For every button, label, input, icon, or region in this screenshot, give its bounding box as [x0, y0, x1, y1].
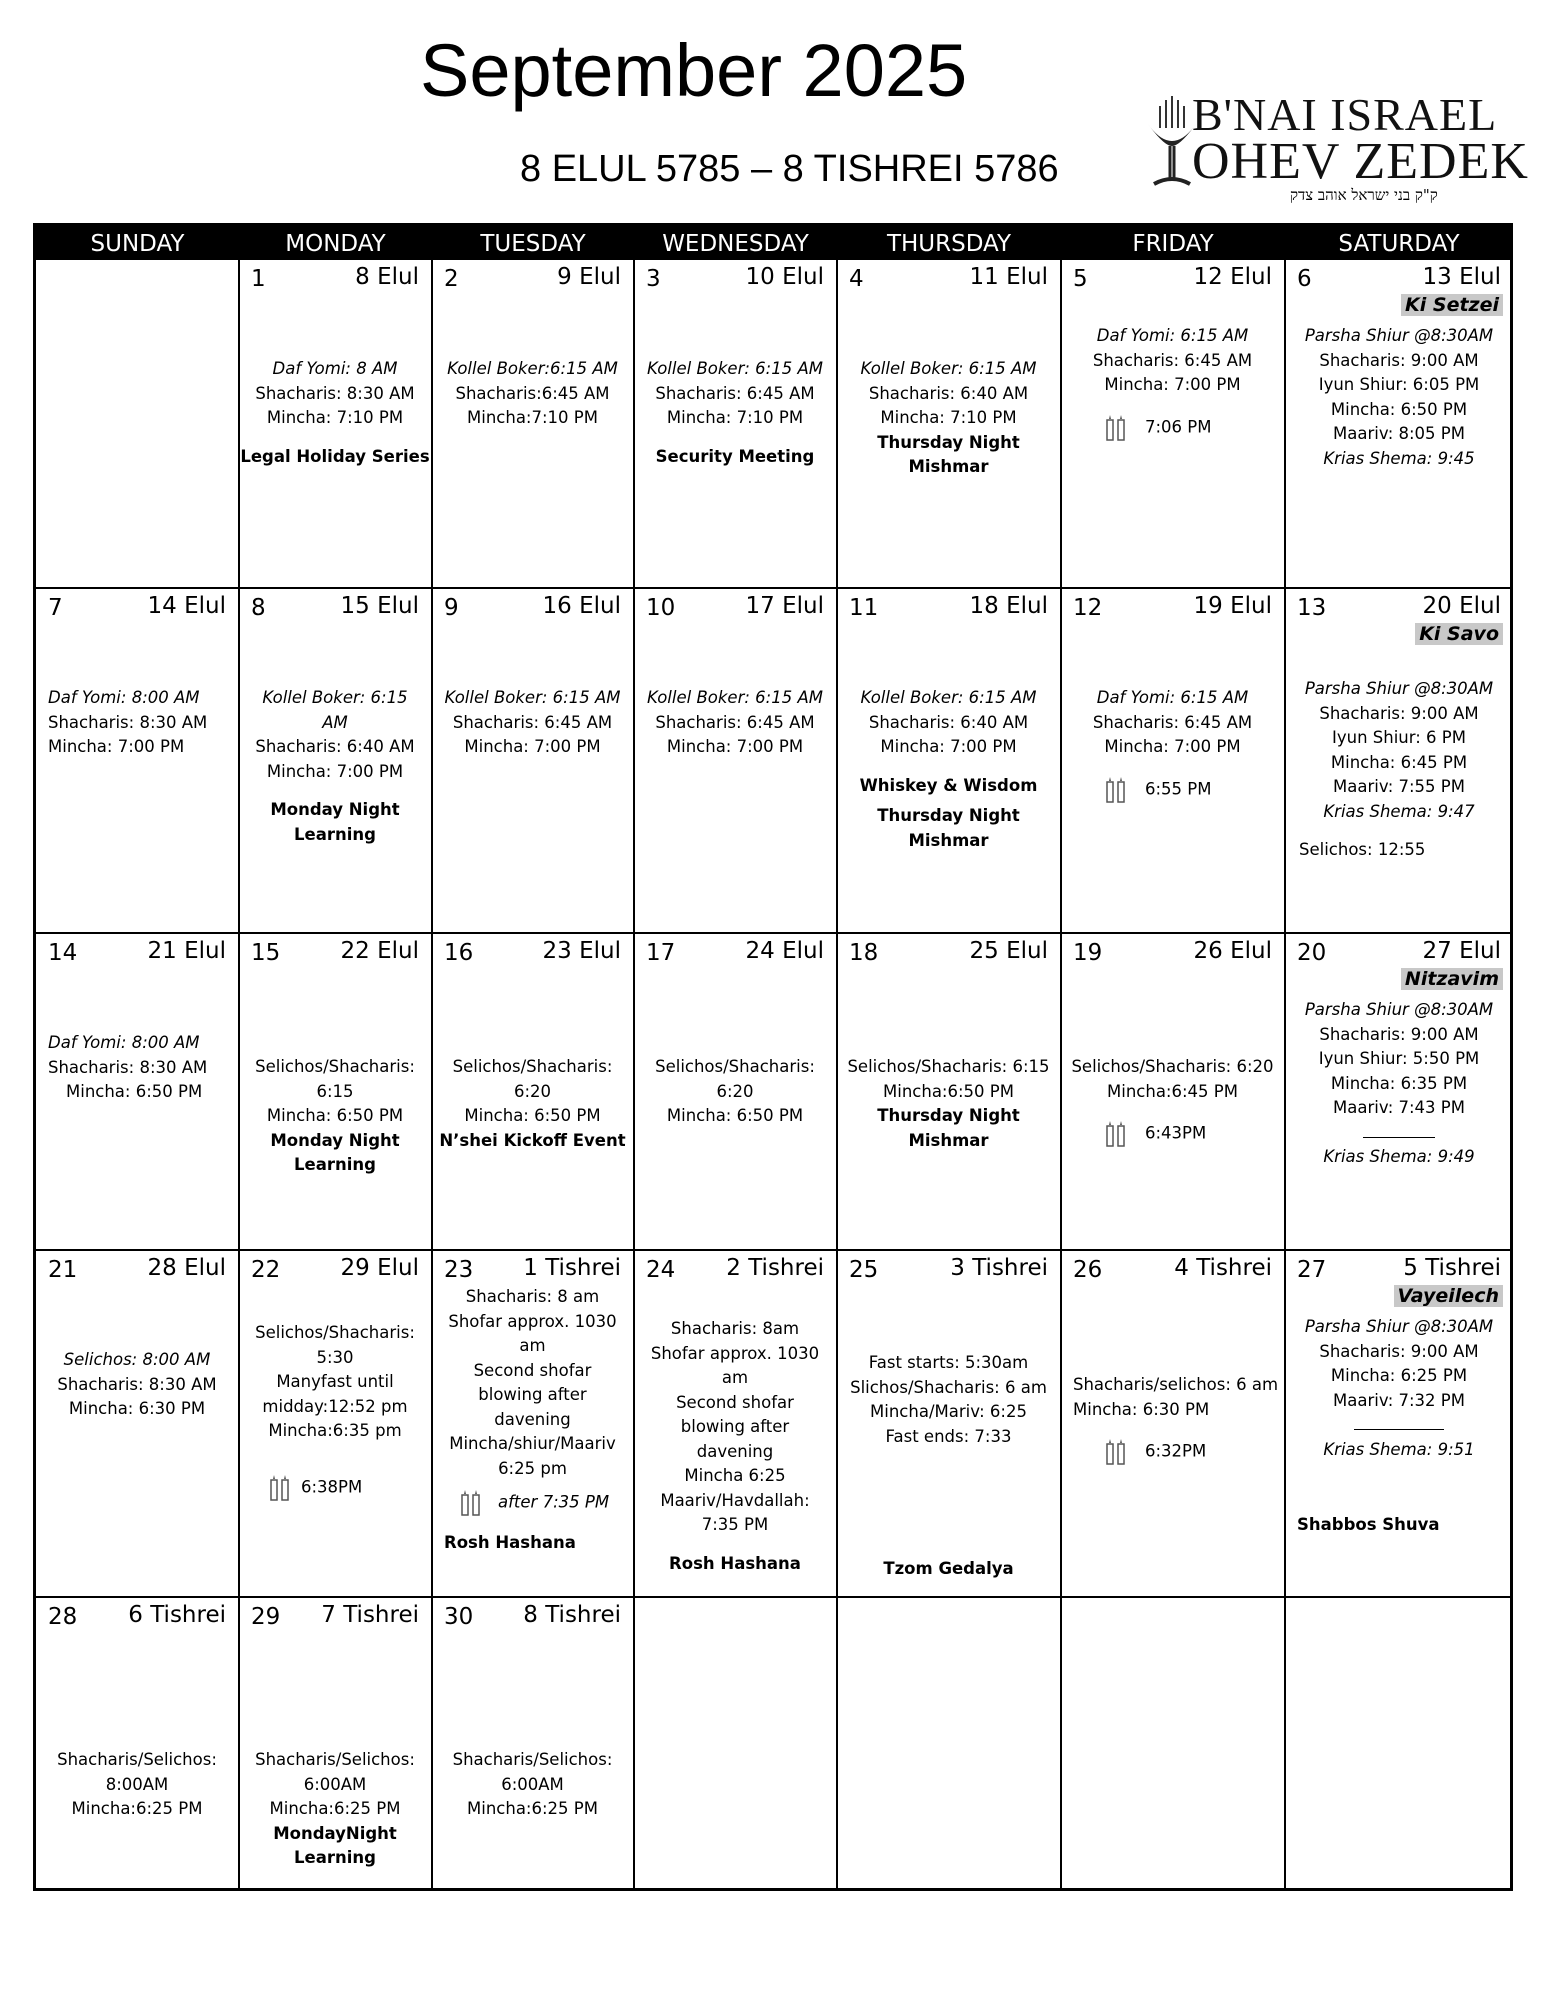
hebrew-date-range: 8 ELUL 5785 – 8 TISHREI 5786 — [520, 148, 1059, 190]
schedule-line: Krias Shema: 9:47 — [1323, 801, 1475, 821]
schedule-line: Parsha Shiur @8:30AM — [1304, 679, 1494, 698]
schedule-line: 7:35 PM — [701, 1515, 769, 1534]
day-number: 4 — [849, 266, 864, 292]
calendar-day-27 — [1285, 1251, 1513, 1596]
schedule-line: Kollel Boker: 6:15 AM — [444, 688, 621, 707]
calendar-day-11 — [837, 589, 1060, 932]
hebrew-date: 24 Elul — [745, 938, 824, 964]
hebrew-date: 25 Elul — [969, 938, 1048, 964]
schedule-line: Maariv: 7:43 PM — [1333, 1098, 1465, 1117]
calendar-day-17 — [634, 934, 836, 1249]
schedule-line: Selichos/Shacharis: — [255, 1057, 415, 1076]
weekday-tuesday: TUESDAY — [480, 231, 586, 257]
day-number: 5 — [1073, 266, 1088, 292]
synagogue-logo — [1140, 80, 1529, 204]
schedule-line: davening — [494, 1409, 571, 1429]
schedule-line: Fast starts: 5:30am — [868, 1353, 1029, 1372]
schedule-line: Mincha: 6:25 PM — [1330, 1366, 1468, 1385]
schedule-line: Maariv: 7:32 PM — [1333, 1390, 1465, 1410]
schedule-line: Kollel Boker: 6:15 AM — [860, 688, 1037, 707]
hebrew-date: 29 Elul — [340, 1255, 419, 1281]
event-label: Tzom Gedalya — [883, 1559, 1014, 1578]
candle-lighting — [432, 1489, 633, 1517]
event-label: N’shei Kickoff Event — [439, 1130, 626, 1150]
calendar-day-28 — [36, 1598, 238, 1889]
calendar-day-1 — [239, 260, 431, 587]
schedule-line: Mincha/Mariv: 6:25 — [870, 1402, 1027, 1421]
schedule-line: Manyfast until — [276, 1372, 394, 1391]
schedule-line: Mincha: 6:30 PM — [68, 1399, 206, 1418]
candles-icon — [1103, 776, 1129, 804]
hebrew-date: 10 Elul — [745, 264, 824, 290]
schedule-line: Mincha: 7:00 PM — [880, 737, 1017, 756]
calendar-day-16 — [432, 934, 633, 1249]
candle-lighting-time: 6:38PM — [301, 1477, 363, 1496]
event-label: Monday Night — [270, 800, 400, 819]
calendar-day-12 — [1061, 589, 1284, 932]
schedule-line: Mincha: 6:35 PM — [1330, 1073, 1468, 1093]
calendar-day-24 — [634, 1251, 836, 1596]
calendar-day-25 — [837, 1251, 1060, 1596]
calendar-day-2 — [432, 260, 633, 587]
calendar-day-21 — [36, 1251, 238, 1596]
hebrew-date: 15 Elul — [340, 593, 419, 619]
day-number: 15 — [251, 940, 281, 966]
day-number: 21 — [48, 1257, 78, 1283]
day-number: 3 — [646, 266, 661, 292]
schedule-line: Selichos: 8:00 AM — [63, 1350, 211, 1369]
schedule-line: Kollel Boker: 6:15 — [262, 688, 408, 707]
candle-lighting-time: 7:06 PM — [1145, 417, 1212, 436]
day-number: 30 — [444, 1604, 474, 1630]
schedule-line: 6:15 — [316, 1081, 354, 1101]
hebrew-date: 14 Elul — [147, 593, 226, 619]
schedule-line: Shacharis: 8:30 AM — [48, 712, 208, 732]
hebrew-date: 6 Tishrei — [128, 1602, 226, 1628]
schedule-line: Mincha: 6:50 PM — [666, 1106, 804, 1125]
schedule-line: 6:00AM — [303, 1774, 367, 1794]
day-number: 1 — [251, 266, 266, 292]
event-label: Thursday Night — [877, 432, 1020, 452]
hebrew-date: 23 Elul — [542, 938, 621, 964]
calendar-day-14 — [36, 934, 238, 1249]
schedule-line: Selichos/Shacharis: — [255, 1323, 415, 1342]
schedule-line: am — [721, 1368, 749, 1387]
weekday-header — [36, 226, 1510, 260]
hebrew-date: 18 Elul — [969, 593, 1048, 619]
hebrew-date: 13 Elul — [1422, 264, 1501, 290]
schedule-line: Mincha: 6:50 PM — [266, 1106, 404, 1125]
candles-icon — [1103, 414, 1129, 442]
schedule-line: Daf Yomi: 6:15 AM — [1096, 326, 1249, 345]
schedule-line: Shofar approx. 1030 — [448, 1311, 617, 1331]
candle-lighting — [1061, 776, 1284, 804]
schedule-line: Krias Shema: 9:45 — [1323, 448, 1475, 468]
candles-icon — [1103, 1438, 1129, 1466]
schedule-line: midday:12:52 pm — [262, 1396, 408, 1416]
calendar-day-20 — [1285, 934, 1513, 1249]
day-number: 24 — [646, 1257, 676, 1283]
schedule-line: Shacharis: 8am — [670, 1319, 800, 1338]
event-label: Learning — [294, 1848, 376, 1867]
parsha-label: Ki Setzei — [1401, 294, 1503, 316]
schedule-line: Iyun Shiur: 5:50 PM — [1318, 1049, 1480, 1068]
schedule-line: Mincha: 7:10 PM — [666, 408, 804, 427]
logo-hebrew-name: ק"ק בני ישראל אוהב צדק — [1290, 186, 1438, 204]
schedule-line: Parsha Shiur @8:30AM — [1304, 1000, 1494, 1019]
schedule-line: 6:00AM — [501, 1774, 564, 1794]
weekday-sunday: SUNDAY — [90, 231, 185, 257]
schedule-line: Mincha: 6:30 PM — [1073, 1399, 1210, 1419]
calendar-day-19 — [1061, 934, 1284, 1249]
hebrew-date: 11 Elul — [969, 264, 1048, 290]
calendar-day-empty — [1061, 1598, 1284, 1889]
calendar-day-23 — [432, 1251, 633, 1596]
schedule-line: Second shofar — [676, 1392, 794, 1412]
day-number: 19 — [1073, 940, 1103, 966]
schedule-line: Mincha/shiur/Maariv — [449, 1434, 616, 1453]
day-number: 6 — [1297, 266, 1312, 292]
schedule-line: Selichos/Shacharis: 6:20 — [1071, 1057, 1274, 1076]
schedule-line: Kollel Boker: 6:15 AM — [646, 688, 823, 707]
schedule-line: Shacharis: 8 am — [465, 1287, 600, 1306]
hebrew-date: 17 Elul — [745, 593, 824, 619]
schedule-line: Mincha: 7:00 PM — [464, 737, 601, 756]
schedule-line: Kollel Boker: 6:15 AM — [646, 359, 823, 378]
schedule-line: Fast ends: 7:33 — [885, 1426, 1012, 1446]
schedule-line: Daf Yomi: 6:15 AM — [1096, 688, 1249, 707]
day-number: 27 — [1297, 1257, 1327, 1283]
schedule-line: Shacharis: 6:45 AM — [1092, 712, 1253, 732]
hebrew-date: 27 Elul — [1422, 938, 1501, 964]
schedule-line: blowing after — [680, 1417, 790, 1436]
weekday-saturday: SATURDAY — [1338, 231, 1460, 257]
day-number: 12 — [1073, 595, 1103, 621]
schedule-line: Kollel Boker: 6:15 AM — [860, 359, 1037, 378]
schedule-line: Mincha: 7:00 PM — [1104, 737, 1241, 756]
event-label: Shabbos Shuva — [1297, 1515, 1440, 1534]
hebrew-date: 7 Tishrei — [321, 1602, 419, 1628]
candle-lighting-time: 6:55 PM — [1145, 779, 1212, 798]
hebrew-date: 16 Elul — [542, 593, 621, 619]
candle-lighting — [1073, 1438, 1284, 1466]
calendar-day-empty — [837, 1598, 1060, 1889]
calendar-day-6 — [1285, 260, 1513, 587]
day-number: 28 — [48, 1604, 78, 1630]
schedule-line: am — [519, 1336, 546, 1355]
event-label: Thursday Night — [877, 806, 1020, 825]
calendar-day-5 — [1061, 260, 1284, 587]
hebrew-date: 12 Elul — [1193, 264, 1272, 290]
event-label: Security Meeting — [655, 446, 815, 466]
candle-lighting — [1061, 1120, 1284, 1148]
calendar-day-29 — [239, 1598, 431, 1889]
schedule-line: Shacharis: 6:45 AM — [1092, 350, 1253, 370]
schedule-line: Mincha 6:25 — [684, 1466, 786, 1485]
day-number: 2 — [444, 266, 459, 292]
schedule-line: Maariv: 7:55 PM — [1333, 777, 1465, 796]
schedule-line: Shacharis: 8:30 AM — [57, 1374, 217, 1394]
schedule-line: Shacharis:6:45 AM — [455, 383, 610, 403]
divider-rule — [1363, 1123, 1435, 1138]
calendar-grid — [33, 223, 1513, 1891]
candles-icon — [267, 1474, 293, 1502]
event-label: Whiskey & Wisdom — [859, 775, 1038, 795]
schedule-line: davening — [696, 1441, 774, 1461]
logo-name-line2: OHEV ZEDEK — [1192, 133, 1529, 190]
event-label: Learning — [294, 824, 376, 844]
schedule-line: Mincha: 7:10 PM — [266, 408, 404, 427]
day-number: 23 — [444, 1257, 474, 1283]
day-number: 8 — [251, 595, 266, 621]
schedule-line: Mincha:6:25 PM — [467, 1799, 598, 1818]
candle-lighting-time: 6:43PM — [1145, 1123, 1207, 1143]
divider-rule — [1354, 1415, 1444, 1430]
schedule-line: Shacharis: 6:40 AM — [868, 383, 1029, 403]
hebrew-date: 22 Elul — [340, 938, 419, 964]
page-title: September 2025 — [420, 29, 968, 112]
calendar-day-empty — [634, 1598, 836, 1889]
day-number: 26 — [1073, 1257, 1103, 1283]
hebrew-date: 5 Tishrei — [1403, 1255, 1501, 1281]
schedule-line: Parsha Shiur @8:30AM — [1304, 1317, 1494, 1336]
hebrew-date: 20 Elul — [1422, 593, 1501, 619]
schedule-line: Selichos: 12:55 — [1299, 840, 1426, 859]
day-number: 10 — [646, 595, 676, 621]
event-label: Thursday Night — [877, 1106, 1020, 1125]
schedule-line: Shofar approx. 1030 — [650, 1343, 820, 1363]
calendar-day-empty — [36, 260, 238, 587]
schedule-line: Maariv: 8:05 PM — [1333, 424, 1465, 443]
calendar-day-18 — [837, 934, 1060, 1249]
schedule-line: Daf Yomi: 8 AM — [272, 359, 398, 378]
schedule-line: 5:30 — [316, 1347, 354, 1367]
parsha-label: Vayeilech — [1394, 1285, 1503, 1307]
schedule-line: Mincha: 7:00 PM — [266, 761, 404, 781]
event-label: Mishmar — [908, 1130, 989, 1150]
calendar-day-empty — [1285, 1598, 1513, 1889]
hebrew-date: 4 Tishrei — [1174, 1255, 1272, 1281]
weekday-friday: FRIDAY — [1132, 231, 1214, 257]
schedule-line: Iyun Shiur: 6:05 PM — [1318, 375, 1480, 394]
schedule-line: Parsha Shiur @8:30AM — [1304, 326, 1494, 345]
schedule-line: Shacharis: 6:45 AM — [655, 383, 815, 403]
hebrew-date: 28 Elul — [147, 1255, 226, 1281]
schedule-line: Shacharis/selichos: 6 am — [1073, 1375, 1279, 1394]
hebrew-date: 21 Elul — [147, 938, 226, 964]
schedule-line: AM — [322, 712, 348, 732]
candle-lighting-time: 6:32PM — [1145, 1441, 1207, 1461]
schedule-line: Iyun Shiur: 6 PM — [1332, 728, 1466, 747]
calendar-day-30 — [432, 1598, 633, 1889]
calendar-day-7 — [36, 589, 238, 932]
schedule-line: Daf Yomi: 8:00 AM — [48, 688, 200, 707]
event-label: Mishmar — [908, 830, 989, 850]
schedule-line: 8:00AM — [105, 1774, 169, 1794]
logo-name-line1: B'NAI ISRAEL — [1192, 89, 1498, 140]
day-number: 13 — [1297, 595, 1327, 621]
schedule-line: Shacharis/Selichos: — [255, 1750, 415, 1769]
calendar-day-8 — [239, 589, 431, 932]
schedule-line: Shacharis: 6:40 AM — [868, 712, 1029, 732]
schedule-line: Shacharis/Selichos: — [452, 1750, 613, 1769]
schedule-line: Mincha:6:25 PM — [269, 1799, 401, 1818]
schedule-line: Mincha: 7:00 PM — [1104, 375, 1241, 394]
schedule-line: Shacharis: 9:00 AM — [1319, 1024, 1479, 1044]
calendar-day-22 — [239, 1251, 431, 1596]
hebrew-date: 19 Elul — [1193, 593, 1272, 619]
hebrew-date: 3 Tishrei — [950, 1255, 1048, 1281]
day-number: 14 — [48, 940, 78, 966]
weekday-thursday: THURSDAY — [886, 231, 1012, 257]
candle-lighting — [239, 1474, 431, 1502]
schedule-line: Kollel Boker:6:15 AM — [447, 359, 618, 378]
schedule-line: Mincha:6:45 PM — [1107, 1081, 1238, 1101]
schedule-line: Mincha:7:10 PM — [467, 408, 598, 427]
schedule-line: Mincha: 6:50 PM — [464, 1106, 601, 1125]
schedule-line: Shacharis: 6:45 AM — [452, 712, 613, 732]
hebrew-date: 2 Tishrei — [726, 1255, 824, 1281]
schedule-line: Shacharis: 9:00 AM — [1319, 1341, 1479, 1361]
schedule-line: Shacharis/Selichos: — [57, 1750, 217, 1769]
day-number: 20 — [1297, 940, 1327, 966]
event-label: Rosh Hashana — [669, 1553, 801, 1573]
schedule-line: Selichos/Shacharis: — [655, 1057, 815, 1076]
day-number: 22 — [251, 1257, 281, 1283]
schedule-line: Mincha: 7:00 PM — [48, 737, 185, 756]
calendar-day-9 — [432, 589, 633, 932]
schedule-line: Mincha: 6:50 PM — [1330, 399, 1468, 419]
calendar-day-26 — [1061, 1251, 1284, 1596]
event-label: Monday Night — [270, 1130, 400, 1150]
schedule-line: blowing after — [478, 1385, 587, 1404]
event-label: MondayNight — [273, 1823, 397, 1843]
day-number: 11 — [849, 595, 879, 621]
event-label: Legal Holiday Series — [240, 446, 430, 466]
schedule-line: Selichos/Shacharis: 6:15 — [847, 1057, 1050, 1076]
candle-lighting — [1061, 414, 1284, 442]
day-number: 25 — [849, 1257, 879, 1283]
calendar-day-10 — [634, 589, 836, 932]
schedule-line: 6:20 — [716, 1081, 754, 1101]
schedule-line: Krias Shema: 9:49 — [1323, 1147, 1475, 1166]
schedule-line: Krias Shema: 9:51 — [1323, 1439, 1475, 1459]
schedule-line: Mincha: 6:45 PM — [1330, 752, 1468, 772]
parsha-label: Ki Savo — [1415, 623, 1503, 645]
candle-lighting-time: after 7:35 PM — [498, 1492, 610, 1512]
day-number: 29 — [251, 1604, 281, 1630]
hebrew-date: 1 Tishrei — [523, 1255, 621, 1281]
schedule-line: Shacharis: 6:45 AM — [655, 712, 815, 732]
schedule-line: Mincha:6:25 PM — [71, 1799, 203, 1818]
schedule-line: Mincha: 7:10 PM — [880, 408, 1017, 427]
hebrew-date: 26 Elul — [1193, 938, 1272, 964]
candles-icon — [1103, 1120, 1129, 1148]
schedule-line: Slichos/Shacharis: 6 am — [850, 1377, 1047, 1397]
calendar-day-3 — [634, 260, 836, 587]
day-number: 18 — [849, 940, 879, 966]
calendar-day-15 — [239, 934, 431, 1249]
day-number: 17 — [646, 940, 676, 966]
schedule-line: Maariv/Havdallah: — [660, 1490, 810, 1510]
day-number: 16 — [444, 940, 474, 966]
schedule-line: Shacharis: 6:40 AM — [255, 737, 415, 756]
schedule-line: Mincha: 6:50 PM — [66, 1082, 203, 1101]
schedule-line: Shacharis: 8:30 AM — [48, 1057, 208, 1077]
schedule-line: 6:25 pm — [498, 1458, 567, 1478]
hebrew-date: 8 Elul — [355, 264, 419, 290]
event-label: Mishmar — [908, 457, 989, 476]
weekday-wednesday: WEDNESDAY — [662, 231, 809, 257]
candles-icon — [458, 1489, 484, 1517]
parsha-label: Nitzavim — [1401, 968, 1503, 990]
schedule-line: Shacharis: 9:00 AM — [1319, 350, 1479, 370]
hebrew-date: 8 Tishrei — [523, 1602, 621, 1628]
event-label: Learning — [294, 1155, 376, 1174]
schedule-line: Second shofar — [473, 1360, 592, 1380]
calendar-day-4 — [837, 260, 1060, 587]
day-number: 9 — [444, 595, 459, 621]
event-label: Rosh Hashana — [444, 1533, 576, 1552]
calendar-day-13 — [1285, 589, 1513, 932]
schedule-line: Mincha:6:35 pm — [268, 1421, 402, 1440]
schedule-line: Shacharis: 8:30 AM — [255, 383, 415, 403]
schedule-line: Selichos/Shacharis: — [452, 1057, 613, 1076]
schedule-line: Daf Yomi: 8:00 AM — [48, 1033, 200, 1052]
weekday-monday: MONDAY — [285, 231, 386, 257]
schedule-line: Shacharis: 9:00 AM — [1319, 703, 1479, 723]
schedule-line: 6:20 — [513, 1081, 552, 1101]
day-number: 7 — [48, 595, 63, 621]
hebrew-date: 9 Elul — [557, 264, 621, 290]
schedule-line: Mincha: 7:00 PM — [666, 737, 804, 756]
schedule-line: Mincha:6:50 PM — [883, 1081, 1014, 1101]
